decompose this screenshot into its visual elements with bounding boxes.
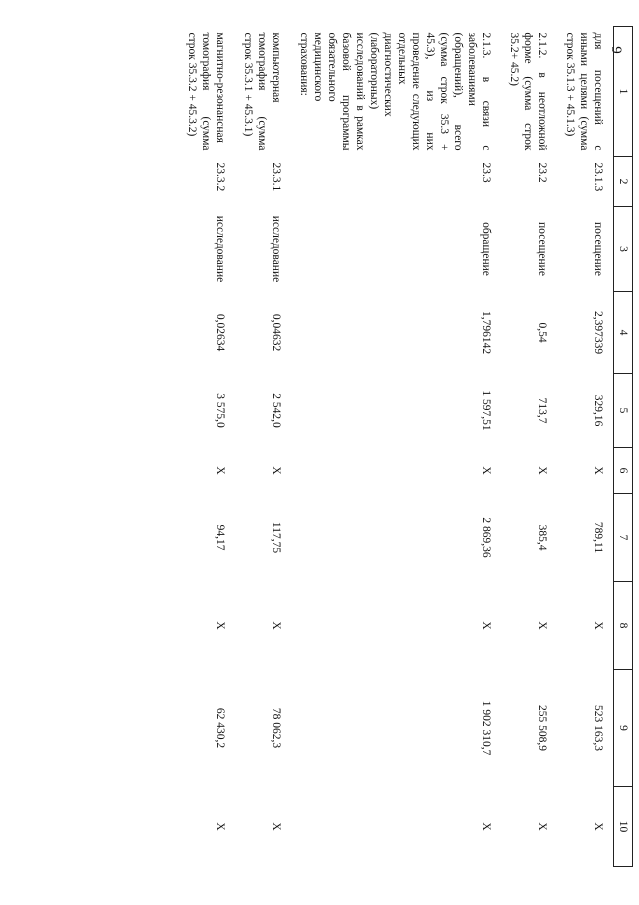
cell-col4: 0,04632	[269, 313, 282, 352]
cell-col7: 2 869,36	[479, 517, 492, 558]
cell-col10: X	[592, 822, 604, 831]
budget-table	[179, 26, 633, 867]
column-header: 4	[614, 292, 633, 374]
cell-col10: X	[535, 822, 548, 831]
cell-col6: X	[535, 466, 548, 475]
cell-col8: X	[535, 621, 548, 630]
row-unit: посещение	[535, 222, 548, 276]
row-description: компьютерная томография (сумма строк 35.3.1 + 45.3.1)	[241, 32, 282, 151]
cell-col5: 2 542,0	[269, 393, 282, 428]
table-row	[501, 27, 557, 867]
cell-col8: X	[213, 621, 226, 630]
row-unit: посещение	[592, 222, 604, 276]
row-description: 2.1.2. в неотложной форме (сумма строк 35.2+ 45.2)	[507, 32, 548, 151]
cell-col6: X	[592, 466, 604, 475]
row-code: 23.2	[535, 162, 548, 183]
row-unit: исследование	[213, 215, 226, 283]
cell-col7: 385,4	[535, 524, 548, 551]
cell-col6: X	[479, 466, 492, 475]
cell-col5: 713,7	[535, 397, 548, 424]
cell-col6: X	[213, 466, 226, 475]
cell-col7: 789,11	[592, 521, 604, 554]
table-row	[179, 27, 235, 867]
column-header: 3	[614, 207, 633, 292]
cell-col9: 1 902 310,7	[479, 700, 492, 756]
row-unit: обращение	[479, 222, 492, 276]
cell-col6: X	[269, 466, 282, 475]
row-description: магнитно-резонансная томография (сумма строк 35.3.2 + 45.3.2)	[185, 32, 226, 151]
cell-col9: 62 430,2	[213, 707, 226, 749]
cell-col4: 2,397339	[592, 310, 604, 355]
cell-col8: X	[269, 621, 282, 630]
cell-col7: 94,17	[213, 524, 226, 551]
header-row	[614, 27, 633, 867]
row-code: 23.3.2	[213, 162, 226, 192]
column-header: 7	[614, 494, 633, 582]
cell-col4: 0,54	[535, 322, 548, 343]
cell-col8: X	[479, 621, 492, 630]
row-code: 23.3	[479, 162, 492, 183]
table-row	[235, 27, 291, 867]
cell-col9: 523 163,3	[592, 705, 604, 751]
cell-col8: X	[592, 621, 604, 630]
cell-col9: 78 062,3	[269, 707, 282, 749]
cell-col4: 1,796142	[479, 310, 492, 355]
column-header: 2	[614, 157, 633, 207]
column-header: 5	[614, 374, 633, 448]
cell-col7: 117,75	[269, 521, 282, 554]
row-code: 23.3.1	[269, 162, 282, 192]
column-header: 10	[614, 787, 633, 867]
row-description: 2.1.3. в связи с заболеваниями (обращений), всего (сумма строк 35.3 + 45.3), из них проведение следующих отдельных диагностических (лабораторных) исследований в рамках базовой программы обязательного медицинского страхования:	[297, 32, 492, 151]
table-row	[557, 27, 614, 867]
cell-col5: 329,16	[592, 394, 604, 427]
page-number: 9	[608, 46, 625, 54]
cell-col10: X	[213, 822, 226, 831]
cell-col9: 255 508,9	[535, 705, 548, 751]
landscape-table-container	[133, 26, 633, 866]
column-header: 6	[614, 448, 633, 494]
cell-col5: 1 597,51	[479, 390, 492, 431]
row-unit: исследование	[269, 215, 282, 283]
column-header: 8	[614, 582, 633, 670]
row-description: для посещений с иными целями (сумма строк 35.1.3 + 45.1.3)	[563, 32, 604, 151]
column-header: 9	[614, 670, 633, 787]
cell-col4: 0,02634	[213, 313, 226, 352]
cell-col5: 3 575,0	[213, 393, 226, 428]
cell-col10: X	[269, 822, 282, 831]
cell-col10: X	[479, 822, 492, 831]
column-header: 1	[614, 27, 633, 157]
row-code: 23.1.3	[592, 162, 604, 192]
table-row	[291, 27, 501, 867]
